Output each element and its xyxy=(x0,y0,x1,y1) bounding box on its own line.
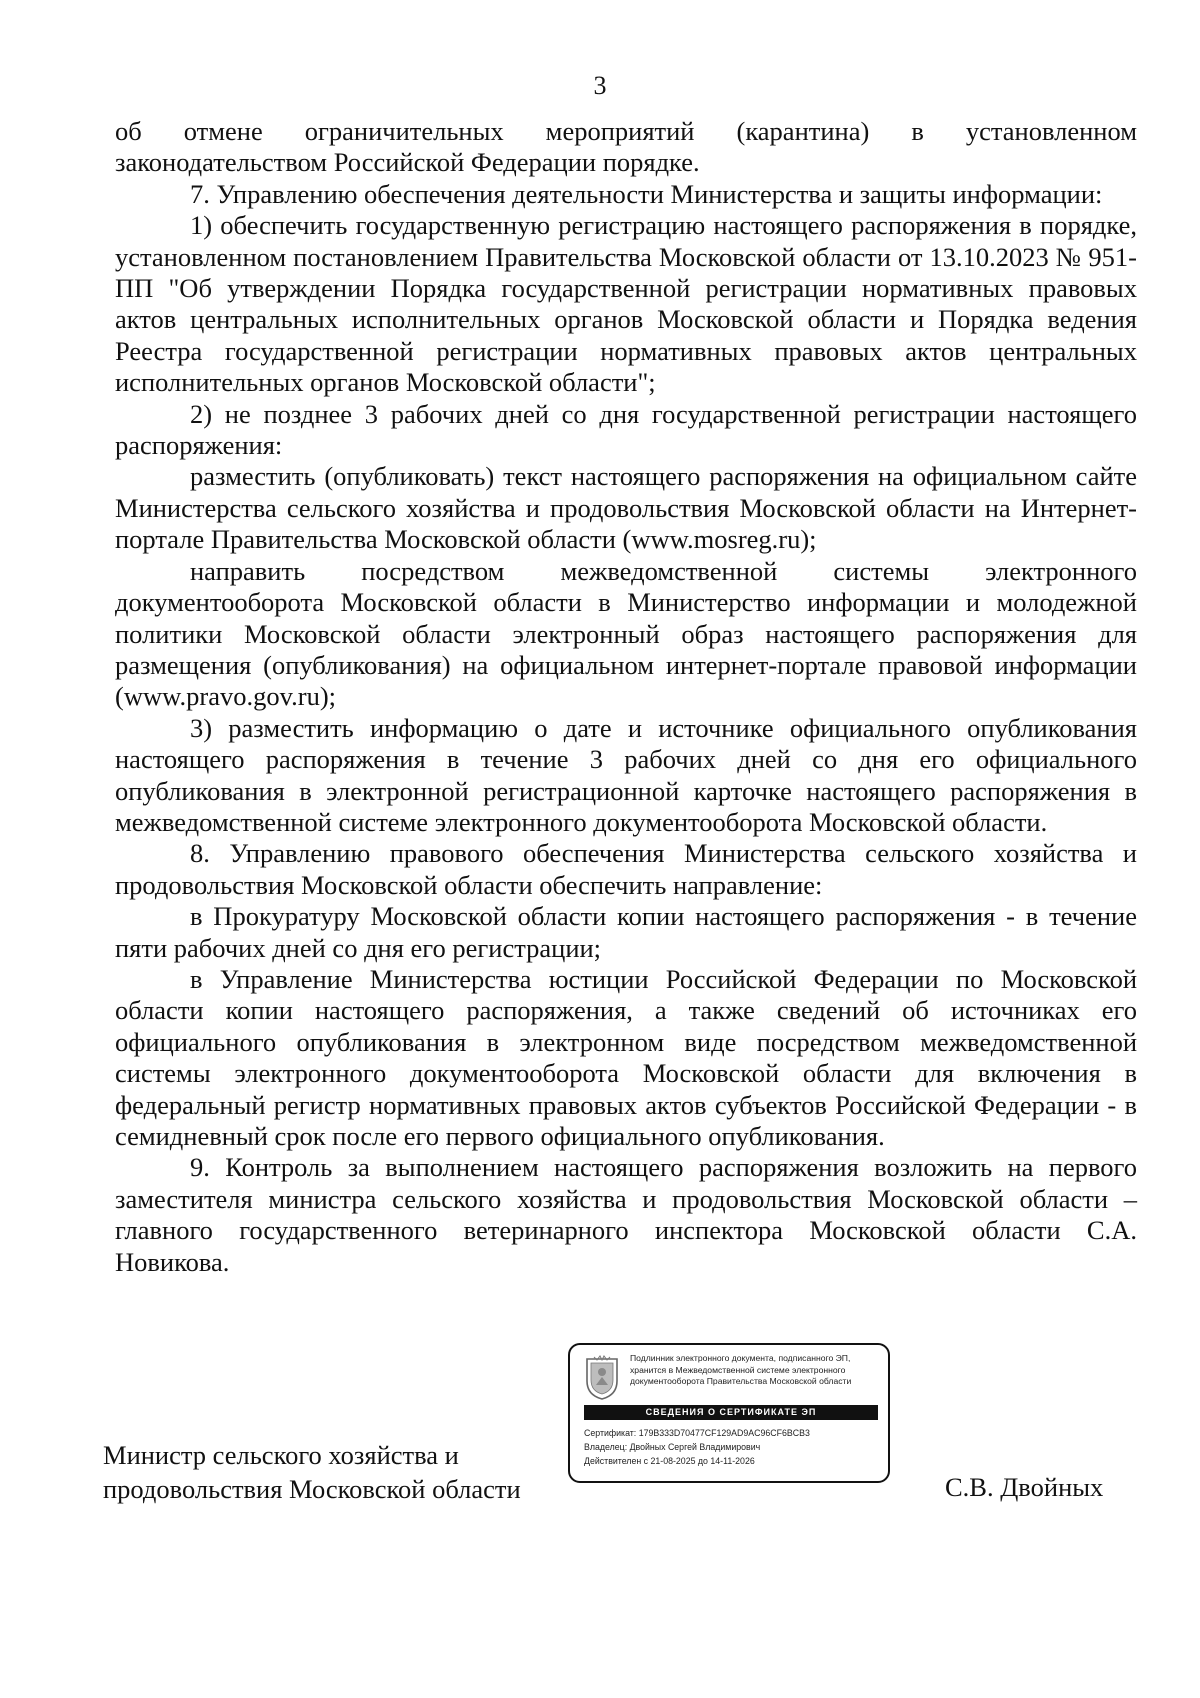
page-number: 3 xyxy=(593,71,607,100)
paragraph: в Прокуратуру Московской области копии настоящего распоряжения - в течение пяти рабочих дней со дня его регистрации; xyxy=(115,901,1137,963)
paragraph: 8. Управлению правового обеспечения Министерства сельского хозяйства и продовольствия Московской области обеспечить направление: xyxy=(115,838,1137,900)
paragraph: 2) не позднее 3 рабочих дней со дня государственной регистрации настоящего распоряжения: xyxy=(115,398,1137,461)
certificate-validity: Действителен с 21-08-2025 до 14-11-2026 xyxy=(584,1456,755,1466)
signatory-position xyxy=(103,1438,583,1506)
document-body xyxy=(115,116,1137,1278)
coat-of-arms-icon xyxy=(584,1355,620,1401)
stamp-header: СВЕДЕНИЯ О СЕРТИФИКАТЕ ЭП xyxy=(584,1405,878,1420)
certificate-details xyxy=(584,1426,884,1468)
paragraph: 9. Контроль за выполнением настоящего распоряжения возложить на первого заместителя министра сельского хозяйства и продовольствия Московской области – главного государственного ветеринарного инспектора Московской области С.А. Новикова. xyxy=(115,1152,1137,1277)
paragraph: 1) обеспечить государственную регистрацию настоящего распоряжения в порядке, установленном постановлением Правительства Московской области от 13.10.2023 № 951-ПП "Об утверждении Порядка государственной регистрации нормативных правовых актов центральных исполнительных органов Московской области и Порядка ведения Реестра государственной регистрации нормативных правовых актов центральных исполнительных органов Московской области"; xyxy=(115,210,1137,398)
position-line: Министр сельского хозяйства и xyxy=(103,1440,459,1470)
stamp-note-line: Подлинник электронного документа, подписанного ЭП, xyxy=(630,1353,851,1363)
stamp-note-line: документооборота Правительства Московской области xyxy=(630,1376,852,1386)
paragraph: об отмене ограничительных мероприятий (карантина) в установленном законодательством Российской Федерации порядке. xyxy=(115,116,1137,178)
certificate-number: Сертификат: 179B333D70477CF129AD9AC96CF6BCB3 xyxy=(584,1428,810,1438)
certificate-owner: Владелец: Двойных Сергей Владимирович xyxy=(584,1442,761,1452)
position-line: продовольствия Московской области xyxy=(103,1474,521,1504)
stamp-note-line: хранится в Межведомственной системе электронного xyxy=(630,1364,846,1375)
signatory-name: С.В. Двойных xyxy=(945,1472,1104,1502)
paragraph: в Управление Министерства юстиции Российской Федерации по Московской области копии настоящего распоряжения, а также сведений об источниках его официального опубликования в электронном виде посредством межведомственной системы электронного документооборота Московской области для включения в федеральный регистр нормативных правовых актов субъектов Российской Федерации - в семидневный срок после его первого официального опубликования. xyxy=(115,963,1137,1151)
stamp-note xyxy=(630,1353,880,1388)
paragraph: 3) разместить информацию о дате и источнике официального опубликования настоящего распоряжения в течение 3 рабочих дней со дня его официального опубликования в электронной регистрационной карточке настоящего распоряжения в межведомственной системе электронного документооборота Московской области. xyxy=(115,712,1137,837)
paragraph: разместить (опубликовать) текст настоящего распоряжения на официальном сайте Министерства сельского хозяйства и продовольствия Московской области на Интернет-портале Правительства Московской области (www.mosreg.ru); xyxy=(115,461,1137,555)
paragraph: 7. Управлению обеспечения деятельности Министерства и защиты информации: xyxy=(190,178,1103,209)
electronic-signature-stamp xyxy=(568,1343,890,1483)
paragraph: направить посредством межведомственной системы электронного документооборота Московской области в Министерство информации и молодежной политики Московской области электронный образ настоящего распоряжения для размещения (опубликования) на официальном интернет-портале правовой информации (www.pravo.gov.ru); xyxy=(115,555,1137,712)
